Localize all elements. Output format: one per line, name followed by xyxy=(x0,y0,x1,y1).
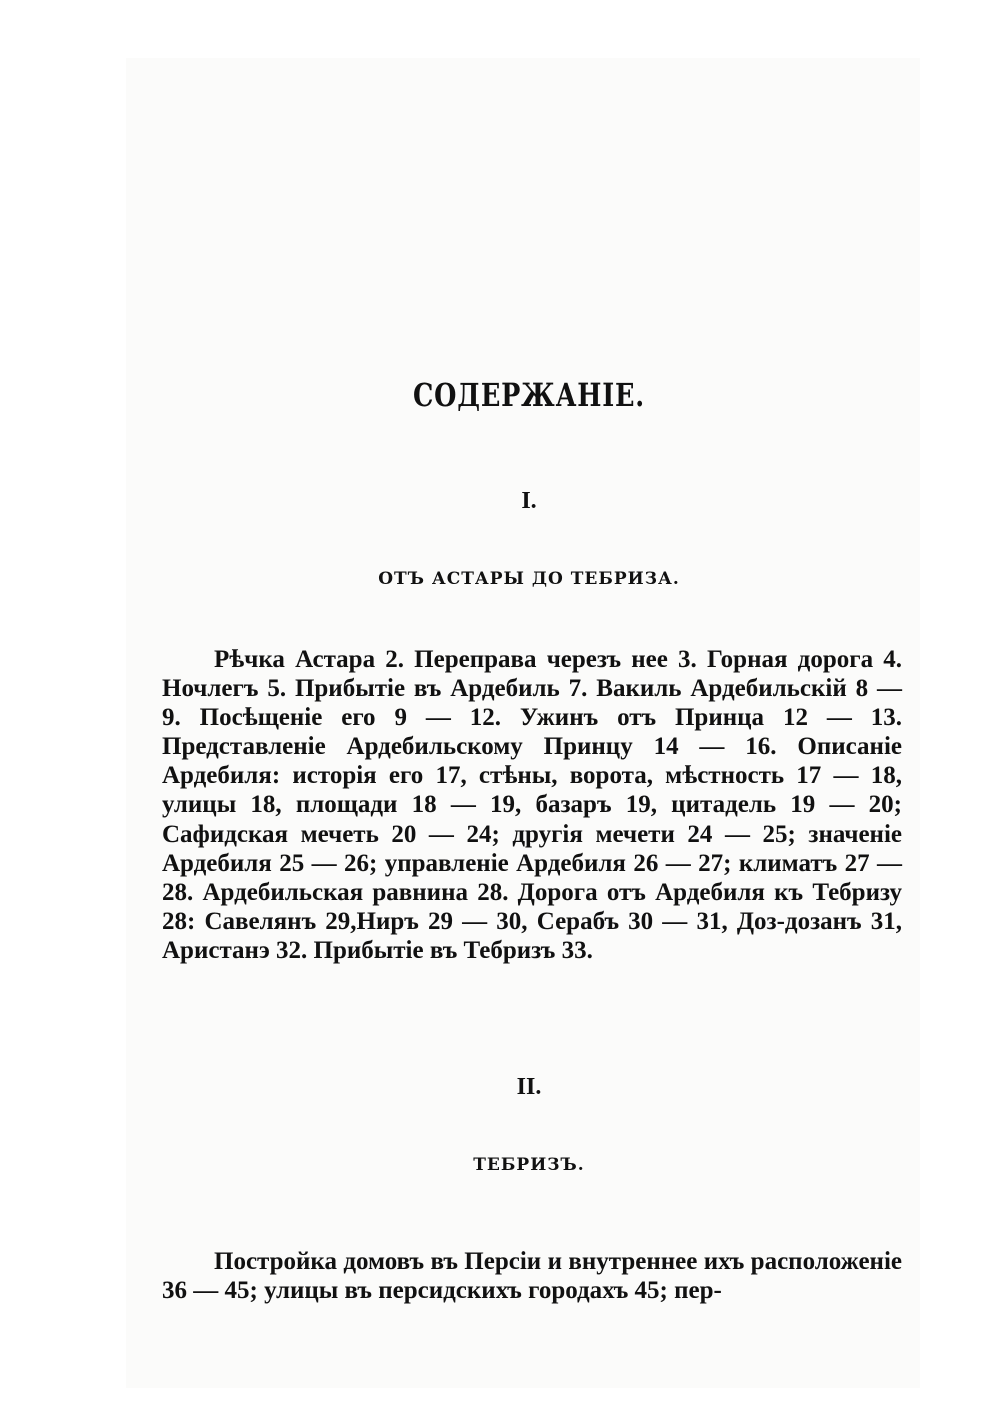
section-2-heading: ТЕБРИЗЪ. xyxy=(473,1155,585,1175)
section-2-numeral: II. xyxy=(516,1074,542,1100)
section-1-body: Рѣчка Астара 2. Переправа черезъ нее 3. Горная дорога 4. Ночлегъ 5. Прибытіе въ Ардебиль 7. Вакиль Ардебильскій 8 — 9. Посѣщеніе его 9 — 12. Ужинъ отъ Принца 12 — 13. Представленіе Ардебильскому Принцу 14 — 16. Описаніе Ардебиля: исторія его 17, стѣны, ворота, мѣстность 17 — 18, улицы 18, площади 18 — 19, базаръ 19, цитадель 19 — 20; Сафидская мечеть 20 — 24; другія мечети 24 — 25; значеніе Ардебиля 25 — 26; управленіе Ардебиля 26 — 27; климатъ 27 — 28. Ардебильская равнина 28. Дорога отъ Ардебиля къ Тебризу 28: Савелянъ 29,Ниръ 29 — 30, Серабъ 30 — 31, Доз-дозанъ 31, Аристанэ 32. Прибытіе въ Тебризъ 33. xyxy=(162,646,902,964)
section-1-numeral: I. xyxy=(521,488,537,514)
section-2-body: Постройка домовъ въ Персіи и внутреннее ихъ расположеніе 36 — 45; улицы въ персидскихъ городахъ 45; пер- xyxy=(162,1248,902,1305)
document-title: СОДЕРЖАНІЕ. xyxy=(412,376,646,414)
section-1-heading: ОТЪ АСТАРЫ ДО ТЕБРИЗА. xyxy=(378,569,680,589)
